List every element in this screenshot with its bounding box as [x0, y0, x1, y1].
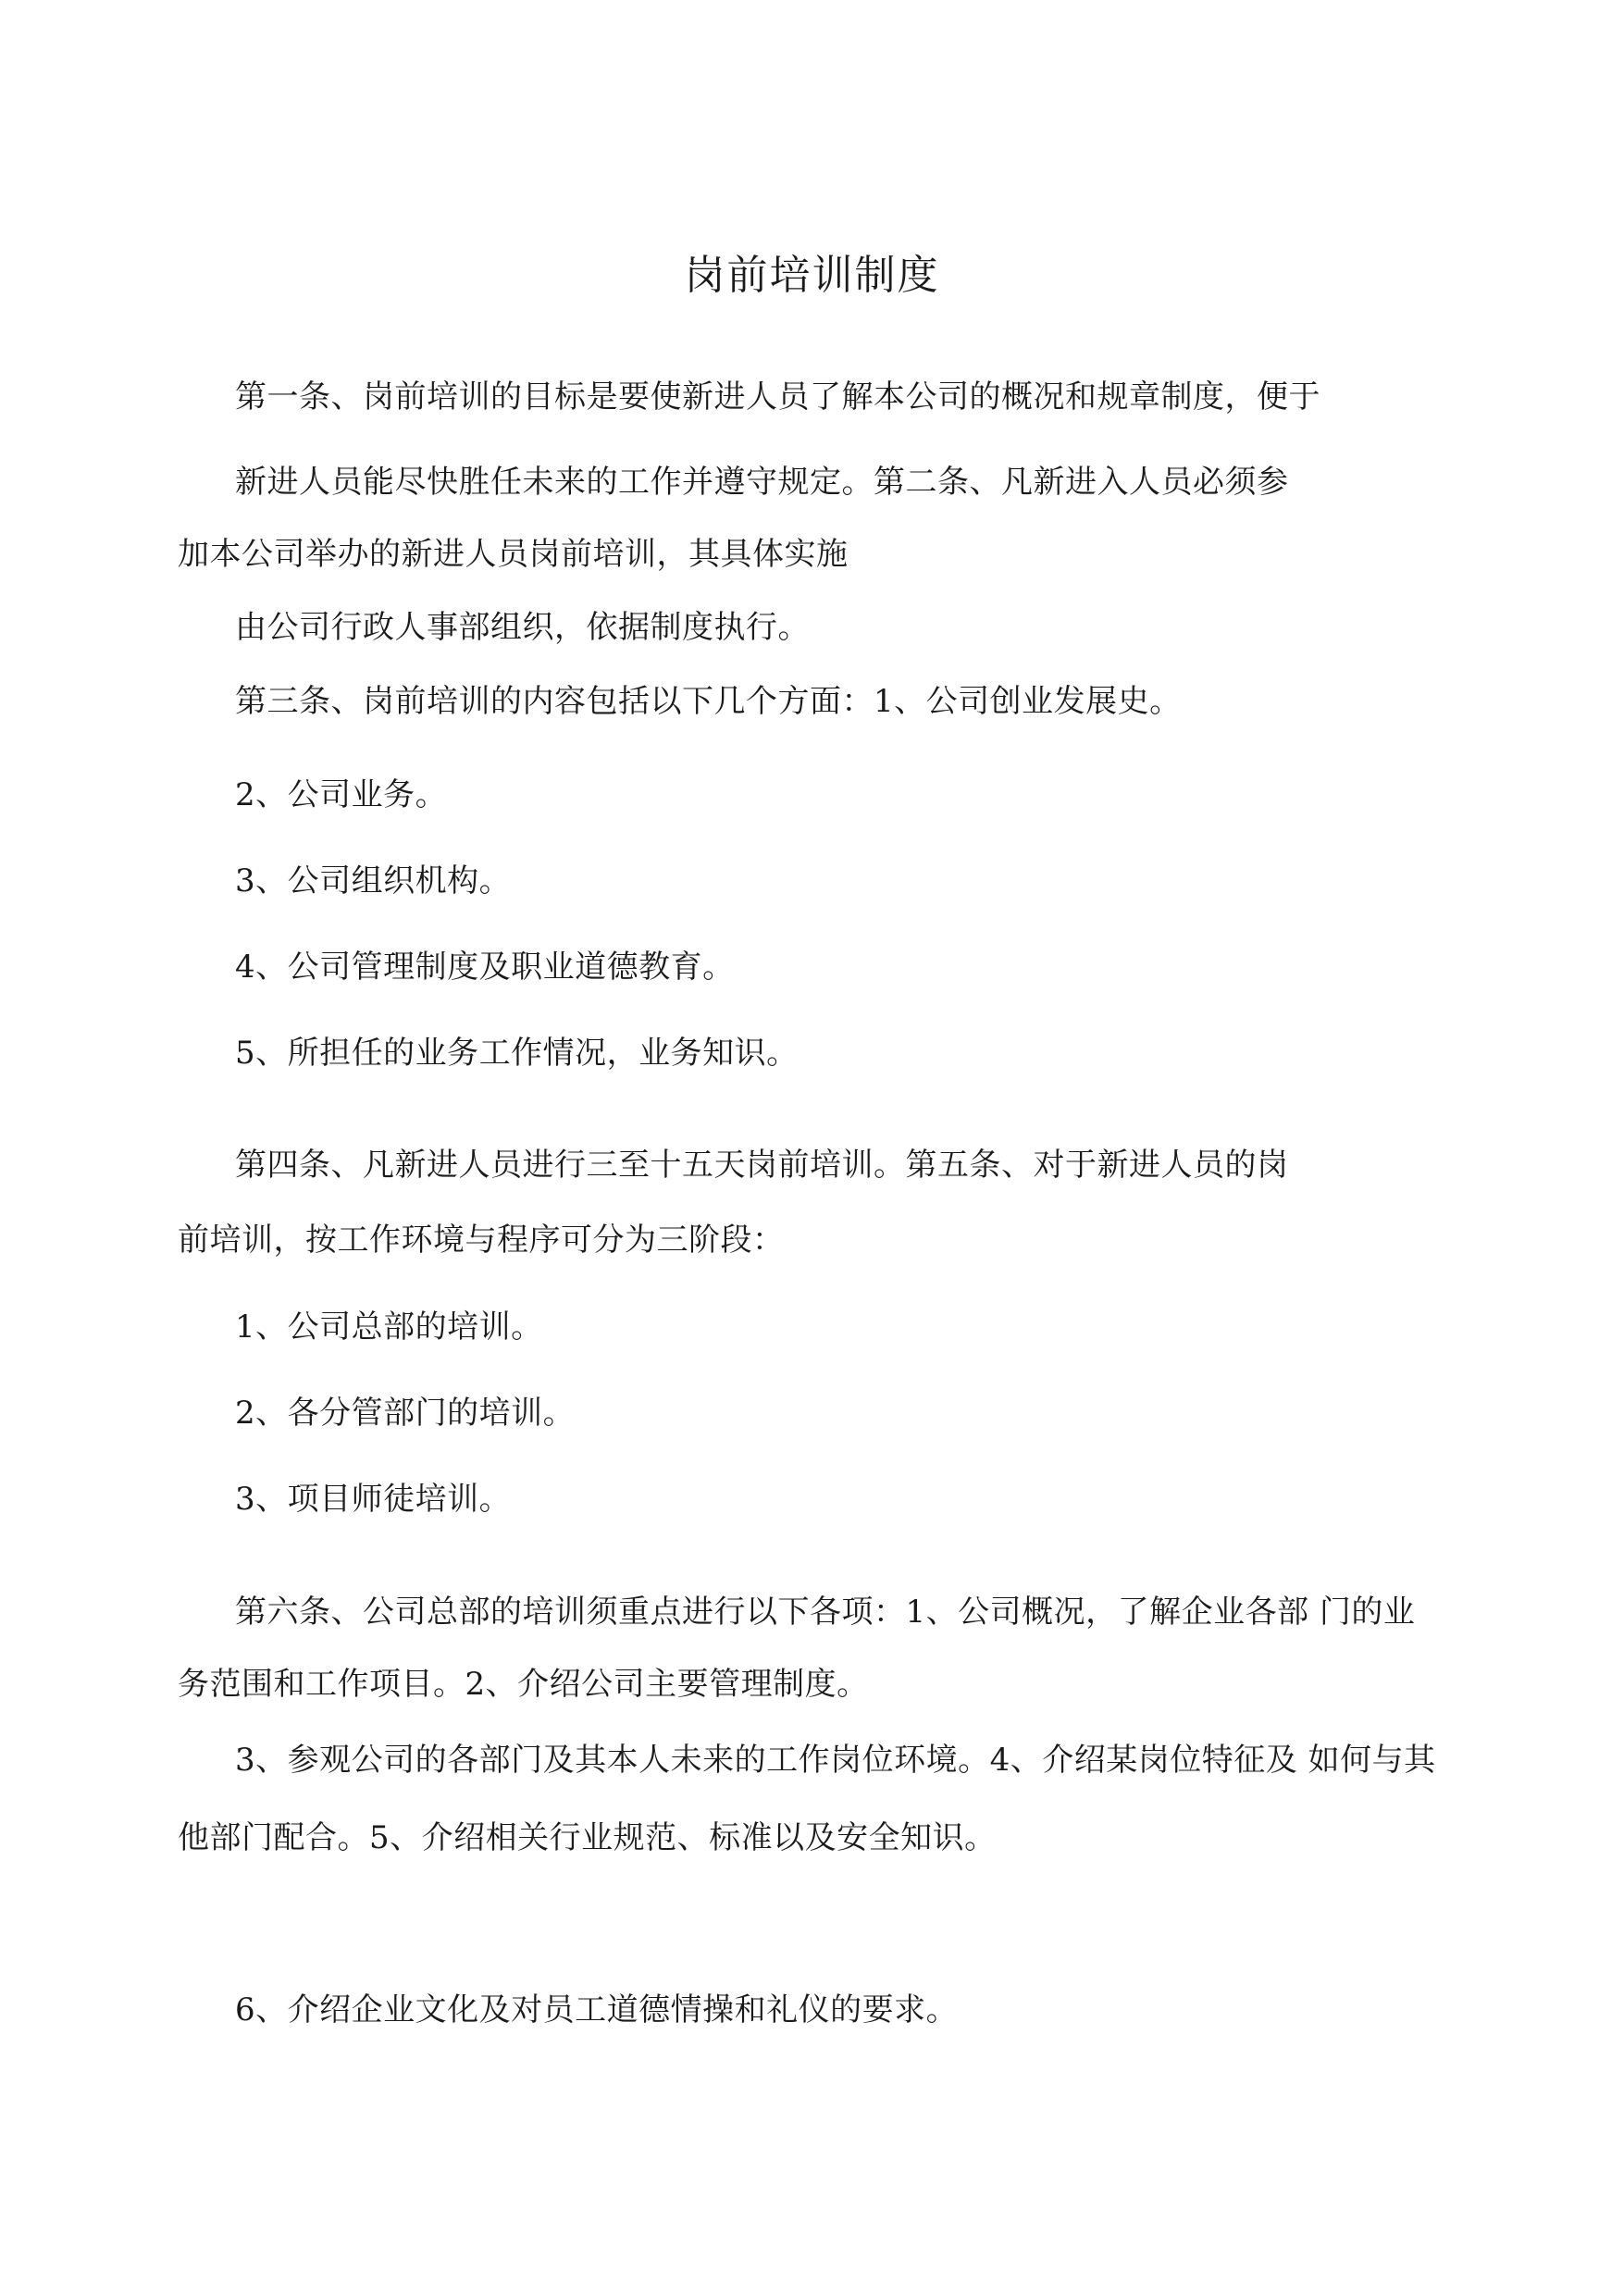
text-line-8: 4、公司管理制度及职业道德教育。 — [235, 949, 735, 986]
text-line-15: 第六条、公司总部的培训须重点进行以下各项：1、公司概况，了解企业各部 门的业 — [235, 1594, 1416, 1631]
text-line-9: 5、所担任的业务工作情况，业务知识。 — [235, 1035, 799, 1072]
text-line-19: 6、介绍企业文化及对员工道德情操和礼仪的要求。 — [235, 1991, 959, 2028]
text-line-2: 新进人员能尽快胜任未来的工作并遵守规定。第二条、凡新进入人员必须参 — [235, 464, 1289, 501]
text-line-10: 第四条、凡新进人员进行三至十五天岗前培训。第五条、对于新进人员的岗 — [235, 1147, 1289, 1184]
text-line-13: 2、各分管部门的培训。 — [235, 1395, 576, 1432]
text-line-7: 3、公司组织机构。 — [235, 862, 512, 899]
text-line-1: 第一条、岗前培训的目标是要使新进人员了解本公司的概况和规章制度，便于 — [235, 378, 1320, 416]
text-line-18: 他部门配合。5、介绍相关行业规范、标准以及安全知识。 — [178, 1819, 997, 1856]
text-line-14: 3、项目师徒培训。 — [235, 1481, 512, 1518]
text-line-12: 1、公司总部的培训。 — [235, 1309, 543, 1346]
document-title: 岗前培训制度 — [684, 252, 940, 299]
text-line-4: 由公司行政人事部组织，依据制度执行。 — [235, 609, 810, 646]
text-line-17: 3、参观公司的各部门及其本人未来的工作岗位环境。4、介绍某岗位特征及 如何与其 — [235, 1742, 1436, 1779]
text-line-6: 2、公司业务。 — [235, 776, 448, 813]
text-line-5: 第三条、岗前培训的内容包括以下几个方面：1、公司创业发展史。 — [235, 683, 1182, 720]
text-line-16: 务范围和工作项目。2、介绍公司主要管理制度。 — [178, 1666, 869, 1703]
text-line-3: 加本公司举办的新进人员岗前培训，其具体实施 — [178, 536, 849, 573]
text-line-11: 前培训，按工作环境与程序可分为三阶段： — [178, 1222, 785, 1259]
